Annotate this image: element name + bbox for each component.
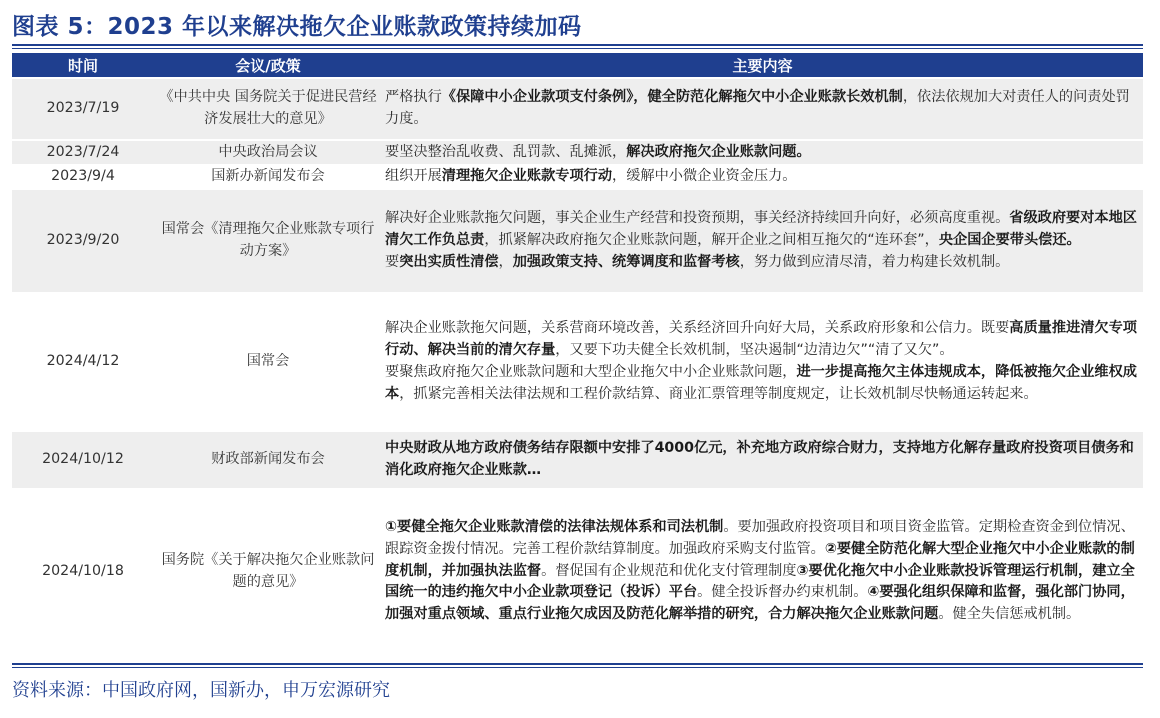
text-segment: ，抓紧解决政府拖欠企业账款问题，解开企业之间相互拖欠的“连环套”， <box>484 232 939 249</box>
row-content <box>382 165 1143 189</box>
row-date: 2024/10/12 <box>12 431 154 489</box>
figure-title: 图表 5：2023 年以来解决拖欠企业账款政策持续加码 <box>12 14 582 40</box>
text-segment: 。健全失信惩戒机制。 <box>938 606 1081 623</box>
bold-text: ③要优化拖欠中小企业账款投诉管理运行机制，建立全国统一的违约拖欠中小企业款项登记（投诉）平台 <box>385 562 1135 601</box>
text-segment: 要坚决整治乱收费、乱罚款、乱摊派， <box>385 143 627 160</box>
row-conference: 国常会《清理拖欠企业账款专项行动方案》 <box>154 189 382 293</box>
bold-text: 中央财政从地方政府债务结存限额中安排了4000亿元，补充地方政府综合财力，支持地方化解存量政府投资项目债务和消化政府拖欠企业账款… <box>385 440 1134 478</box>
text-segment: 严格执行 <box>385 89 442 106</box>
row-conference: 国常会 <box>154 293 382 431</box>
row-content <box>382 293 1143 431</box>
bold-text: 《保障中小企业款项支付条例》，健全防范化解拖欠中小企业账款长效机制 <box>441 89 903 106</box>
row-date: 2024/10/18 <box>12 489 154 653</box>
footer-rule-thin <box>12 667 1143 668</box>
row-content <box>382 78 1143 140</box>
text-segment: ，依法依规加大对责任人的问责处罚力度。 <box>385 89 1130 127</box>
row-content <box>382 431 1143 489</box>
bold-text: 央企国企要带头偿还。 <box>938 232 1081 249</box>
bold-text: ①要健全拖欠企业账款清偿的法律法规体系和司法机制 <box>385 519 724 535</box>
bold-text: 进一步提高拖欠主体违规成本，降低被拖欠企业维权成本 <box>385 364 1137 402</box>
text-segment: ，抓紧完善相关法律法规和工程价款结算、商业汇票管理等制度规定，让长效机制尽快畅通运转起来。 <box>399 385 1038 402</box>
text-segment: 要聚焦政府拖欠企业账款问题和大型企业拖欠中小企业账款问题， <box>385 364 797 380</box>
text-segment: ， <box>498 253 513 270</box>
row-date: 2023/9/20 <box>12 189 154 293</box>
table-row <box>12 140 1143 165</box>
row-content <box>382 140 1143 165</box>
text-segment: 。督促国有企业规范和优化支付管理制度 <box>541 562 797 579</box>
text-segment: ，又要下功夫健全长效机制，坚决遏制“边清边欠”“清了又欠”。 <box>555 342 954 359</box>
row-date: 2023/9/4 <box>12 165 154 189</box>
text-segment: 要 <box>385 253 400 270</box>
row-conference: 中央政治局会议 <box>154 140 382 165</box>
bold-text: 突出实质性清偿 <box>399 253 499 270</box>
bold-text: 省级政府要对本地区清欠工作负总责 <box>385 210 1137 249</box>
row-date: 2024/4/12 <box>12 293 154 431</box>
text-segment: 。要加强政府投资项目和项目资金监管。定期检查资金到位情况、跟踪资金拨付情况。完善工程价款结算制度。加强政府采购支付监管。 <box>385 519 1135 557</box>
bold-text: 解决政府拖欠企业账款问题。 <box>626 143 811 160</box>
footer-rule <box>12 663 1143 665</box>
table-row <box>12 431 1143 489</box>
text-segment: ，努力做到应清尽清，着力构建长效机制。 <box>739 253 1010 270</box>
row-date: 2023/7/24 <box>12 140 154 165</box>
table-row <box>12 293 1143 431</box>
bold-text: 加强政策支持、统筹调度和监督考核 <box>512 253 740 270</box>
table-row <box>12 165 1143 189</box>
row-conference: 财政部新闻发布会 <box>154 431 382 489</box>
text-segment: ，缓解中小微企业资金压力。 <box>612 168 797 185</box>
text-segment: 解决好企业账款拖欠问题，事关企业生产经营和投资预期，事关经济持续回升向好，必须高度重视。 <box>385 210 1010 227</box>
text-segment: 解决企业账款拖欠问题，关系营商环境改善，关系经济回升向好大局，关系政府形象和公信力。既要 <box>385 320 1010 337</box>
header-conference: 会议/政策 <box>154 53 382 78</box>
row-date: 2023/7/19 <box>12 78 154 140</box>
bold-text: 清理拖欠企业账款专项行动 <box>441 168 613 185</box>
row-content <box>382 489 1143 653</box>
bold-text: ②要健全防范化解大型企业拖欠中小企业账款的制度机制，并加强执法监督 <box>385 540 1135 579</box>
title-rule <box>12 44 1143 46</box>
row-content <box>382 189 1143 293</box>
text-segment: 。健全投诉督办约束机制。 <box>697 584 868 601</box>
header-content: 主要内容 <box>382 53 1143 78</box>
bold-text: 高质量推进清欠专项行动、解决当前的清欠存量 <box>385 320 1137 359</box>
table-row <box>12 189 1143 293</box>
row-conference: 国新办新闻发布会 <box>154 165 382 189</box>
table-row <box>12 78 1143 140</box>
source-note: 资料来源：中国政府网，国新办，申万宏源研究 <box>12 680 390 701</box>
row-conference: 国务院《关于解决拖欠企业账款问题的意见》 <box>154 489 382 653</box>
table-header-row <box>12 53 1143 78</box>
bold-text: ④要强化组织保障和监督，强化部门协同，加强对重点领域、重点行业拖欠成因及防范化解举措的研究，合力解决拖欠企业账款问题 <box>385 584 1135 623</box>
text-segment: 组织开展 <box>385 168 442 185</box>
policy-table <box>12 53 1143 653</box>
header-date: 时间 <box>12 53 154 78</box>
table-row <box>12 489 1143 653</box>
row-conference: 《中共中央 国务院关于促进民营经济发展壮大的意见》 <box>154 78 382 140</box>
title-rule-thin <box>12 48 1143 49</box>
